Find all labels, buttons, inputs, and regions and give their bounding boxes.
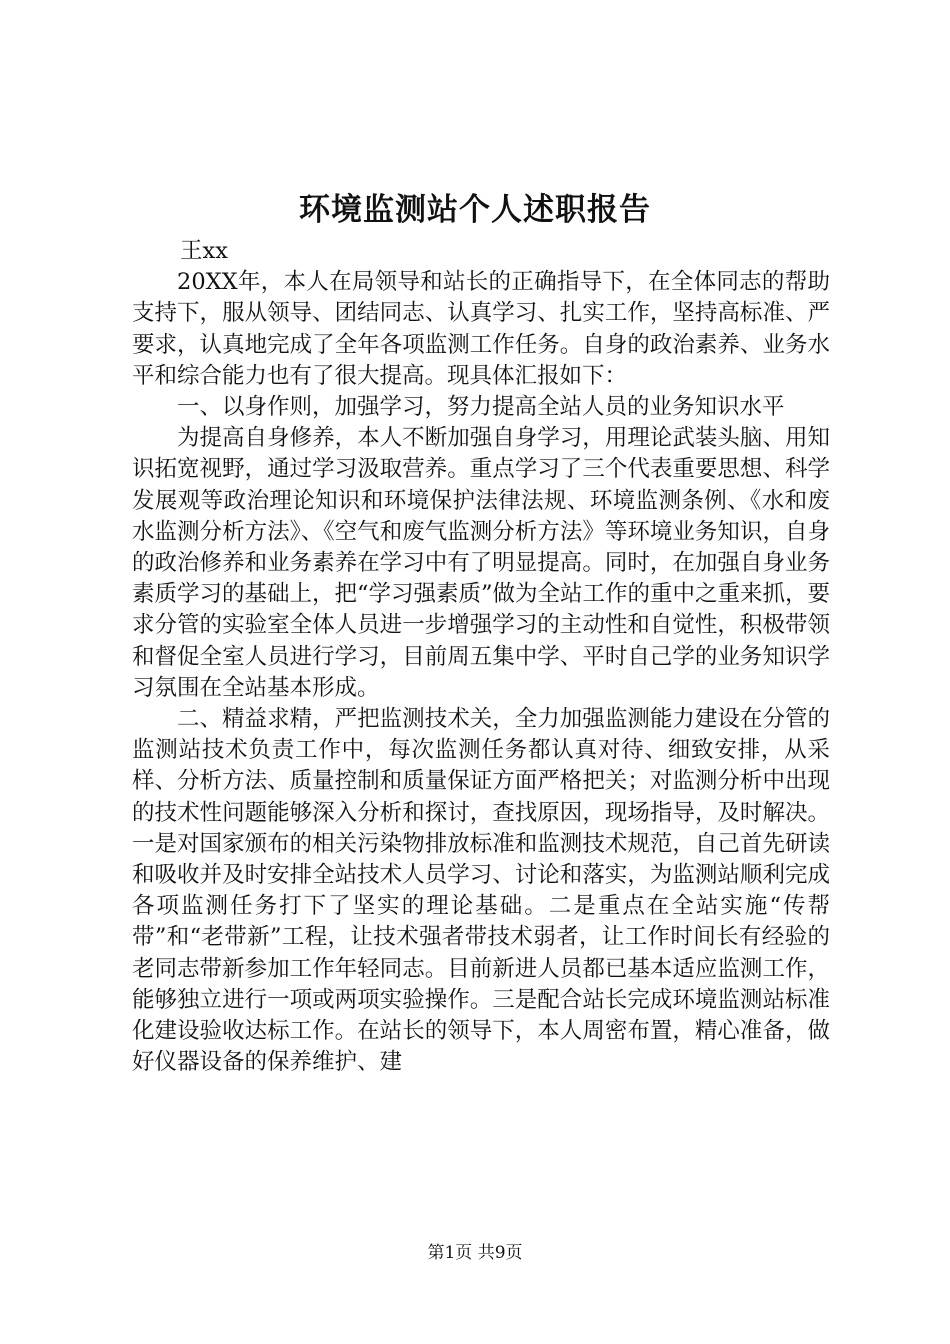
section-heading-1: 一、以身作则，加强学习，努力提高全站人员的业务知识水平 (177, 394, 785, 421)
paragraph-section-1: 为提高自身修养，本人不断加强自身学习，用理论武装头脑、用知识拓宽视野，通过学习汲取营养。重点学习了三个代表重要思想、科学发展观等政治理论知识和环境保护法律法规、环境监测条例、《水和废水监测分析方法》、《空气和废气监测分析方法》等环境业务知识，自身的政治修养和业务素养在学习中有了明显提高。同时，在加强自身业务素质学习的基础上，把“学习强素质”做为全站工作的重中之重来抓，要求分管的实验室全体人员进一步增强学习的主动性和自觉性，积极带领和督促全室人员进行学习，目前周五集中学、平时自己学的业务知识学习氛围在全站基本形成。 (132, 425, 831, 701)
paragraph-intro: 20XX年，本人在局领导和站长的正确指导下，在全体同志的帮助支持下，服从领导、团结同志、认真学习、扎实工作，坚持高标准、严要求，认真地完成了全年各项监测工作任务。自身的政治素养、业务水平和综合能力也有了很大提高。现具体汇报如下： (132, 269, 830, 389)
author-line: 王xx (180, 238, 228, 264)
paragraph-section-2: 二、精益求精，严把监测技术关，全力加强监测能力建设在分管的监测站技术负责工作中，每次监测任务都认真对待、细致安排，从采样、分析方法、质量控制和质量保证方面严格把关；对监测分析中出现的技术性问题能够深入分析和探讨，查找原因，现场指导，及时解决。一是对国家颁布的相关污染物排放标准和监测技术规范，自己首先研读和吸收并及时安排全站技术人员学习、讨论和落实，为监测站顺利完成各项监测任务打下了坚实的理论基础。二是重点在全站实施“传帮带”和“老带新”工程，让技术强者带技术弱者，让工作时间长有经验的老同志带新参加工作年轻同志。目前新进人员都已基本适应监测工作，能够独立进行一项或两项实验操作。三是配合站长完成环境监测站标准化建设验收达标工作。在站长的领导下，本人周密布置，精心准备，做好仪器设备的保养维护、建 (132, 706, 830, 1076)
document-title: 环境监测站个人述职报告 (299, 192, 651, 228)
page-footer: 第1页 共9页 (427, 1243, 523, 1263)
document-body (132, 236, 830, 1078)
